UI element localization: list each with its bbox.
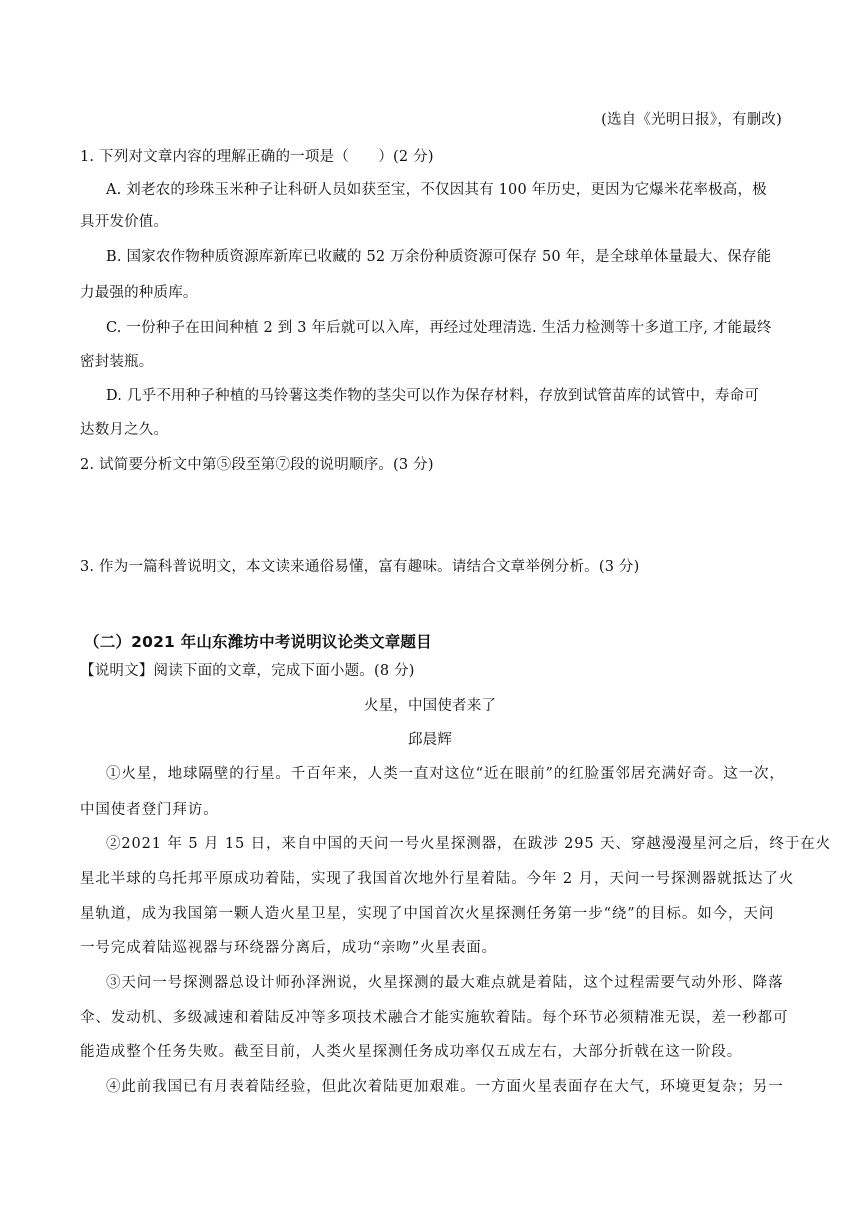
article-paragraph-3-line-3: 能造成整个任务失败。截至目前，人类火星探测任务成功率仅五成左右，大部分折戟在这一阶段。: [80, 1044, 743, 1060]
article-paragraph-3-line-1: ③天问一号探测器总设计师孙泽洲说，火星探测的最大难点就是着陆，这个过程需要气动外形、降落: [106, 975, 784, 991]
reading-instruction: 【说明文】阅读下面的文章，完成下面小题。(8 分): [80, 663, 415, 679]
source-note: (选自《光明日报》，有删改): [601, 112, 782, 128]
article-author: 邱晨辉: [407, 732, 453, 748]
question-2: 2. 试简要分析文中第⑤段至第⑦段的说明顺序。(3 分): [80, 457, 434, 473]
q1-option-d-line1: D. 几乎不用种子种植的马铃薯这类作物的茎尖可以作为保存材料，存放到试管苗库的试管中，寿命可: [106, 388, 760, 404]
section-heading: （二）2021 年山东潍坊中考说明议论类文章题目: [84, 633, 432, 651]
q1-option-c-line2: 密封装瓶。: [80, 354, 154, 370]
q1-option-b-line1: B. 国家农作物种质资源库新库已收藏的 52 万余份种质资源可保存 50 年，是全球单体量最大、保存能: [106, 249, 772, 265]
article-paragraph-1-line-1: ①火星，地球隔壁的行星。千百年来，人类一直对这位“近在眼前”的红脸蛋邻居充满好奇。这一次，: [106, 766, 785, 782]
article-paragraph-2-line-2: 星北半球的乌托邦平原成功着陆，实现了我国首次地外行星着陆。今年 2 月，天问一号探测器就抵达了火: [80, 871, 795, 887]
q1-option-b-line2: 力最强的种质库。: [80, 285, 198, 301]
q1-option-d-line2: 达数月之久。: [80, 422, 169, 438]
q1-option-a-line1: A. 刘老农的珍珠玉米种子让科研人员如获至宝，不仅因其有 100 年历史，更因为它爆米花率极高，极: [106, 182, 767, 198]
question-1-stem: 1. 下列对文章内容的理解正确的一项是（ ）(2 分): [80, 149, 434, 165]
article-title: 火星，中国使者来了: [363, 698, 497, 714]
q1-option-a-line2: 具开发价值。: [80, 214, 169, 230]
q1-option-c-line1: C. 一份种子在田间种植 2 到 3 年后就可以入库，再经过处理清选. 生活力检测等十多道工序, 才能最终: [106, 320, 772, 336]
article-paragraph-2-line-3: 星轨道，成为我国第一颗人造火星卫星，实现了中国首次火星探测任务第一步“绕”的目标。如今，天问: [80, 906, 775, 922]
article-paragraph-1-line-2: 中国使者登门拜访。: [80, 802, 219, 818]
article-paragraph-3-line-2: 伞、发动机、多级减速和着陆反冲等多项技术融合才能实施软着陆。每个环节必须精准无误，差一秒都可: [80, 1010, 789, 1026]
article-paragraph-2-line-1: ②2021 年 5 月 15 日，来自中国的天问一号火星探测器，在跋涉 295 天、穿越漫漫星河之后，终于在火: [106, 836, 832, 852]
question-3: 3. 作为一篇科普说明文，本文读来通俗易懂，富有趣味。请结合文章举例分析。(3 分): [80, 559, 640, 575]
article-paragraph-4-line-1: ④此前我国已有月表着陆经验，但此次着陆更加艰难。一方面火星表面存在大气，环境更复杂；另一: [106, 1079, 784, 1095]
article-paragraph-2-line-4: 一号完成着陆巡视器与环绕器分离后，成功“亲吻”火星表面。: [80, 940, 498, 956]
